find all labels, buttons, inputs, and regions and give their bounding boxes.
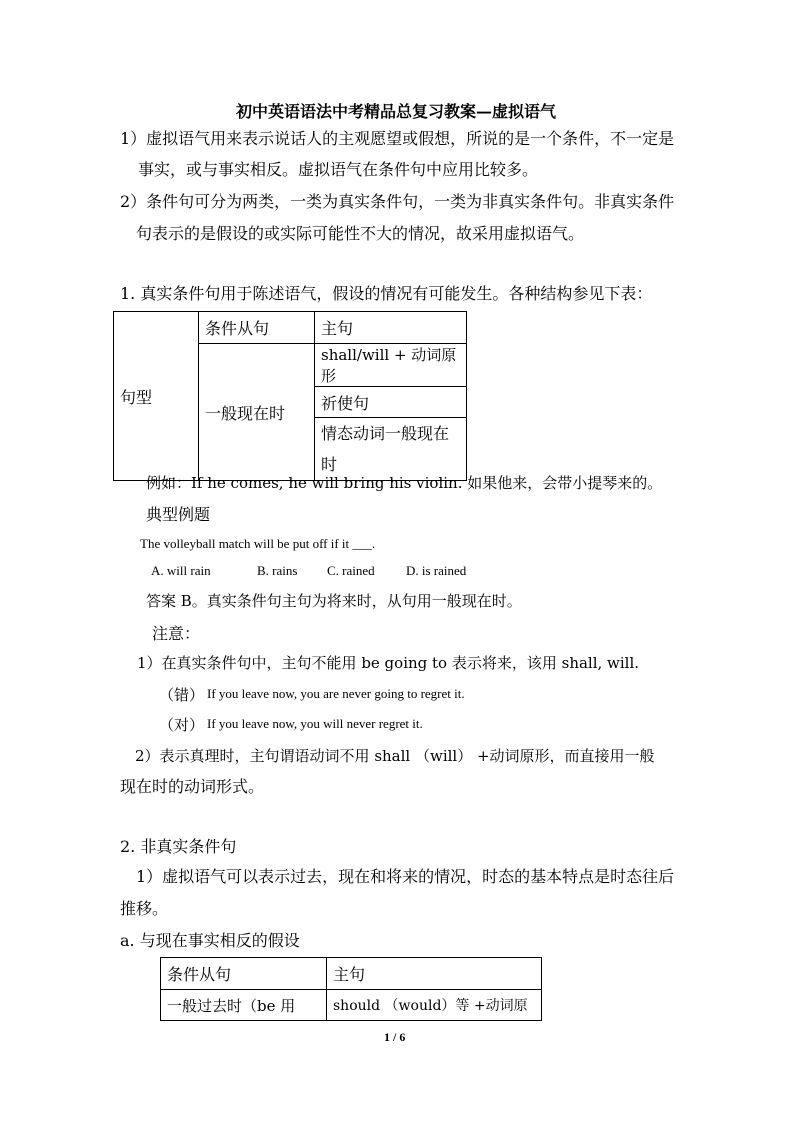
right-sentence: If you leave now, you will never regret it. xyxy=(207,716,423,731)
present-unreal-table xyxy=(160,957,542,1021)
table-cell-main-3-line-2: 时 xyxy=(321,455,338,474)
question-sentence: The volleyball match will be put off if it ___. xyxy=(140,536,376,551)
note-2-line-1: 2）表示真理时，主句谓语动词不用 shall （will） +动词原形，而直接用一般 xyxy=(135,747,655,765)
table2-header-condition-clause: 条件从句 xyxy=(161,958,327,990)
section-2-paragraph-1-line-1: 1）虚拟语气可以表示过去，现在和将来的情况，时态的基本特点是时态往后 xyxy=(136,867,675,886)
table-cell-main-1: shall/will + 动词原形 xyxy=(315,344,467,387)
table-cell-simple-present: 一般现在时 xyxy=(199,344,315,481)
wrong-mark: （错） xyxy=(159,686,205,704)
table2-cell-simple-past: 一般过去时（be 用 xyxy=(161,990,327,1021)
real-conditional-table xyxy=(113,311,467,481)
page-title: 初中英语语法中考精品总复习教案—虚拟语气 xyxy=(236,102,557,121)
intro-paragraph-2-line-1: 2）条件句可分为两类，一类为真实条件句，一类为非真实条件句。非真实条件 xyxy=(120,192,675,211)
page-number: 1 / 6 xyxy=(384,1030,406,1044)
table2-header-main-clause: 主句 xyxy=(327,958,542,990)
typical-examples-label: 典型例题 xyxy=(146,505,211,524)
note-1: 1）在真实条件句中，主句不能用 be going to 表示将来，该用 shall, will. xyxy=(137,654,640,672)
table2-cell-should-would: should （would）等 +动词原 xyxy=(327,990,542,1021)
wrong-sentence: If you leave now, you are never going to regret it. xyxy=(207,686,465,701)
note-label: 注意： xyxy=(152,624,201,643)
section-1-heading: 1. 真实条件句用于陈述语气，假设的情况有可能发生。各种结构参见下表： xyxy=(120,284,653,303)
table-row-label: 句型 xyxy=(114,312,199,481)
option-b: B. rains xyxy=(257,563,298,578)
option-d: D. is rained xyxy=(406,563,467,578)
intro-paragraph-1-line-1: 1）虚拟语气用来表示说话人的主观愿望或假想，所说的是一个条件，不一定是 xyxy=(120,129,675,148)
table-header-main-clause: 主句 xyxy=(315,312,467,344)
right-mark: （对） xyxy=(159,716,205,734)
table-cell-main-2: 祈使句 xyxy=(315,387,467,418)
intro-paragraph-2-line-2: 句表示的是假设的或实际可能性不大的情况，故采用虚拟语气。 xyxy=(136,224,585,243)
example-sentence: 例如：If he comes, he will bring his violin. 如果他来，会带小提琴来的。 xyxy=(146,474,663,492)
answer-text: 答案 B。真实条件句主句为将来时，从句用一般现在时。 xyxy=(146,592,522,610)
option-c: C. rained xyxy=(327,563,375,578)
table-header-condition-clause: 条件从句 xyxy=(199,312,315,344)
intro-paragraph-1-line-2: 事实，或与事实相反。虚拟语气在条件句中应用比较多。 xyxy=(138,160,539,179)
section-2-paragraph-1-line-2: 推移。 xyxy=(120,899,169,918)
option-a: A. will rain xyxy=(151,563,211,578)
section-2-heading: 2. 非真实条件句 xyxy=(120,837,237,856)
subsection-a-heading: a. 与现在事实相反的假设 xyxy=(120,931,300,950)
note-2-line-2: 现在时的动词形式。 xyxy=(120,777,265,796)
table-cell-main-3-line-1: 情态动词一般现在 xyxy=(321,424,450,443)
